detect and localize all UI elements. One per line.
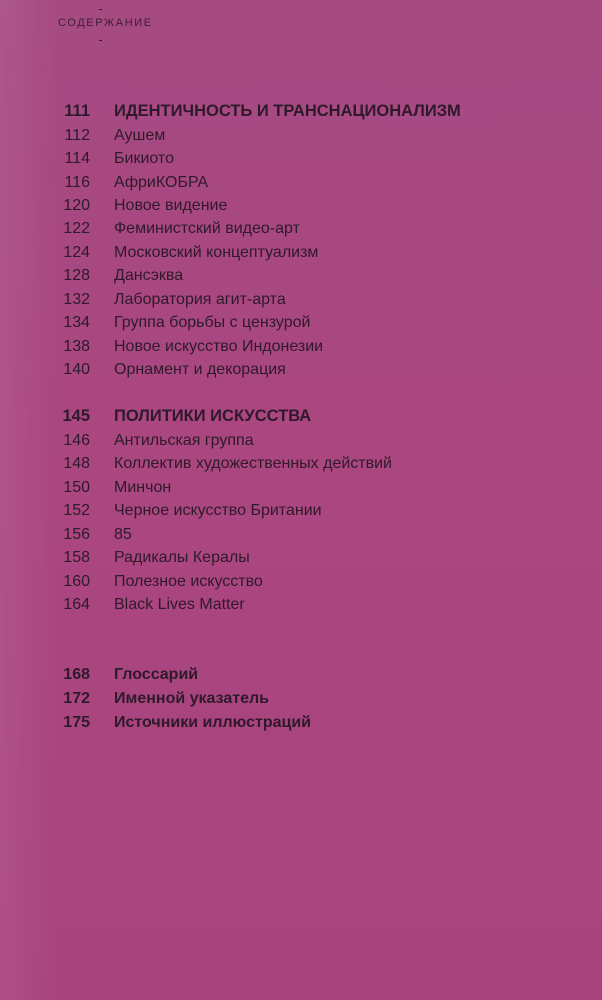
toc-entry-illustration-credits: [0, 711, 602, 734]
page-number: 164: [63, 596, 90, 613]
page-number: 160: [63, 573, 90, 590]
toc-entry: [0, 429, 602, 452]
toc-entry: [0, 288, 602, 311]
section-heading: [0, 405, 602, 428]
entry-title: Лаборатория агит-арта: [114, 291, 286, 308]
page-number: 122: [63, 220, 90, 237]
toc-entry: [0, 476, 602, 499]
running-header: СОДЕРЖАНИЕ: [58, 17, 153, 29]
toc-entry: [0, 335, 602, 358]
entry-title: Источники иллюстраций: [114, 714, 312, 731]
toc-entry: [0, 194, 602, 217]
crop-mark-top: [99, 9, 102, 10]
entry-title: Именной указатель: [114, 690, 269, 707]
toc-entry-index: [0, 687, 602, 710]
toc-entry: [0, 217, 602, 240]
entry-title: Черное искусство Британии: [114, 502, 322, 519]
page-number: 128: [63, 267, 90, 284]
toc-entry: [0, 452, 602, 475]
page-number: 172: [63, 690, 90, 707]
page-number: 111: [64, 102, 90, 120]
toc-entry: [0, 147, 602, 170]
page-number: 112: [64, 127, 90, 144]
entry-title: Московский концептуализм: [114, 244, 319, 261]
page-number: 175: [63, 714, 90, 731]
page-number: 120: [63, 197, 90, 214]
page-number: 138: [63, 338, 90, 355]
toc-entry: [0, 570, 602, 593]
toc-entry: [0, 523, 602, 546]
entry-title: Бикиото: [114, 150, 174, 167]
entry-title: Антильская группа: [114, 432, 254, 449]
entry-title: Новое искусство Индонезии: [114, 338, 324, 355]
page-number: 134: [63, 314, 90, 331]
entry-title: Дансэква: [114, 267, 184, 284]
section-title: ПОЛИТИКИ ИСКУССТВА: [114, 407, 312, 425]
crop-mark-bottom: [99, 40, 102, 41]
page-number: 168: [63, 666, 90, 683]
toc-entry: [0, 499, 602, 522]
toc-entry: [0, 124, 602, 147]
page-number: 158: [63, 549, 90, 566]
entry-title: Орнамент и декорация: [114, 361, 286, 378]
entry-title: Феминистский видео-арт: [114, 220, 300, 237]
entry-title: АфриКОБРА: [114, 174, 209, 191]
toc-entry: [0, 546, 602, 569]
toc-entry: [0, 311, 602, 334]
entry-title: Глоссарий: [114, 666, 199, 683]
page-number: 124: [63, 244, 90, 261]
page-number: 156: [63, 526, 90, 543]
entry-title: Радикалы Кералы: [114, 549, 250, 566]
entry-title: Минчон: [114, 479, 172, 496]
entry-title: Новое видение: [114, 197, 228, 214]
entry-title: Коллектив художественных действий: [114, 455, 392, 472]
entry-title: 85: [114, 526, 132, 543]
toc-entry: [0, 593, 602, 616]
page-number: 114: [64, 150, 90, 167]
page-number: 152: [63, 502, 90, 519]
page-number: 146: [63, 432, 90, 449]
entry-title: Группа борьбы с цензурой: [114, 314, 311, 331]
entry-title: Полезное искусство: [114, 573, 263, 590]
toc-entry: [0, 358, 602, 381]
page-number: 150: [63, 479, 90, 496]
toc-entry: [0, 264, 602, 287]
page-number: 140: [63, 361, 90, 378]
page-number: 116: [64, 174, 90, 191]
page-number: 132: [63, 291, 90, 308]
section-heading: [0, 100, 602, 123]
toc-entry: [0, 171, 602, 194]
page-number: 148: [63, 455, 90, 472]
toc-entry: [0, 241, 602, 264]
section-title: ИДЕНТИЧНОСТЬ И ТРАНСНАЦИОНАЛИЗМ: [114, 102, 461, 120]
entry-title: Аушем: [114, 127, 166, 144]
toc-entry-glossary: [0, 663, 602, 686]
page-number: 145: [62, 407, 90, 425]
entry-title: Black Lives Matter: [114, 596, 245, 613]
